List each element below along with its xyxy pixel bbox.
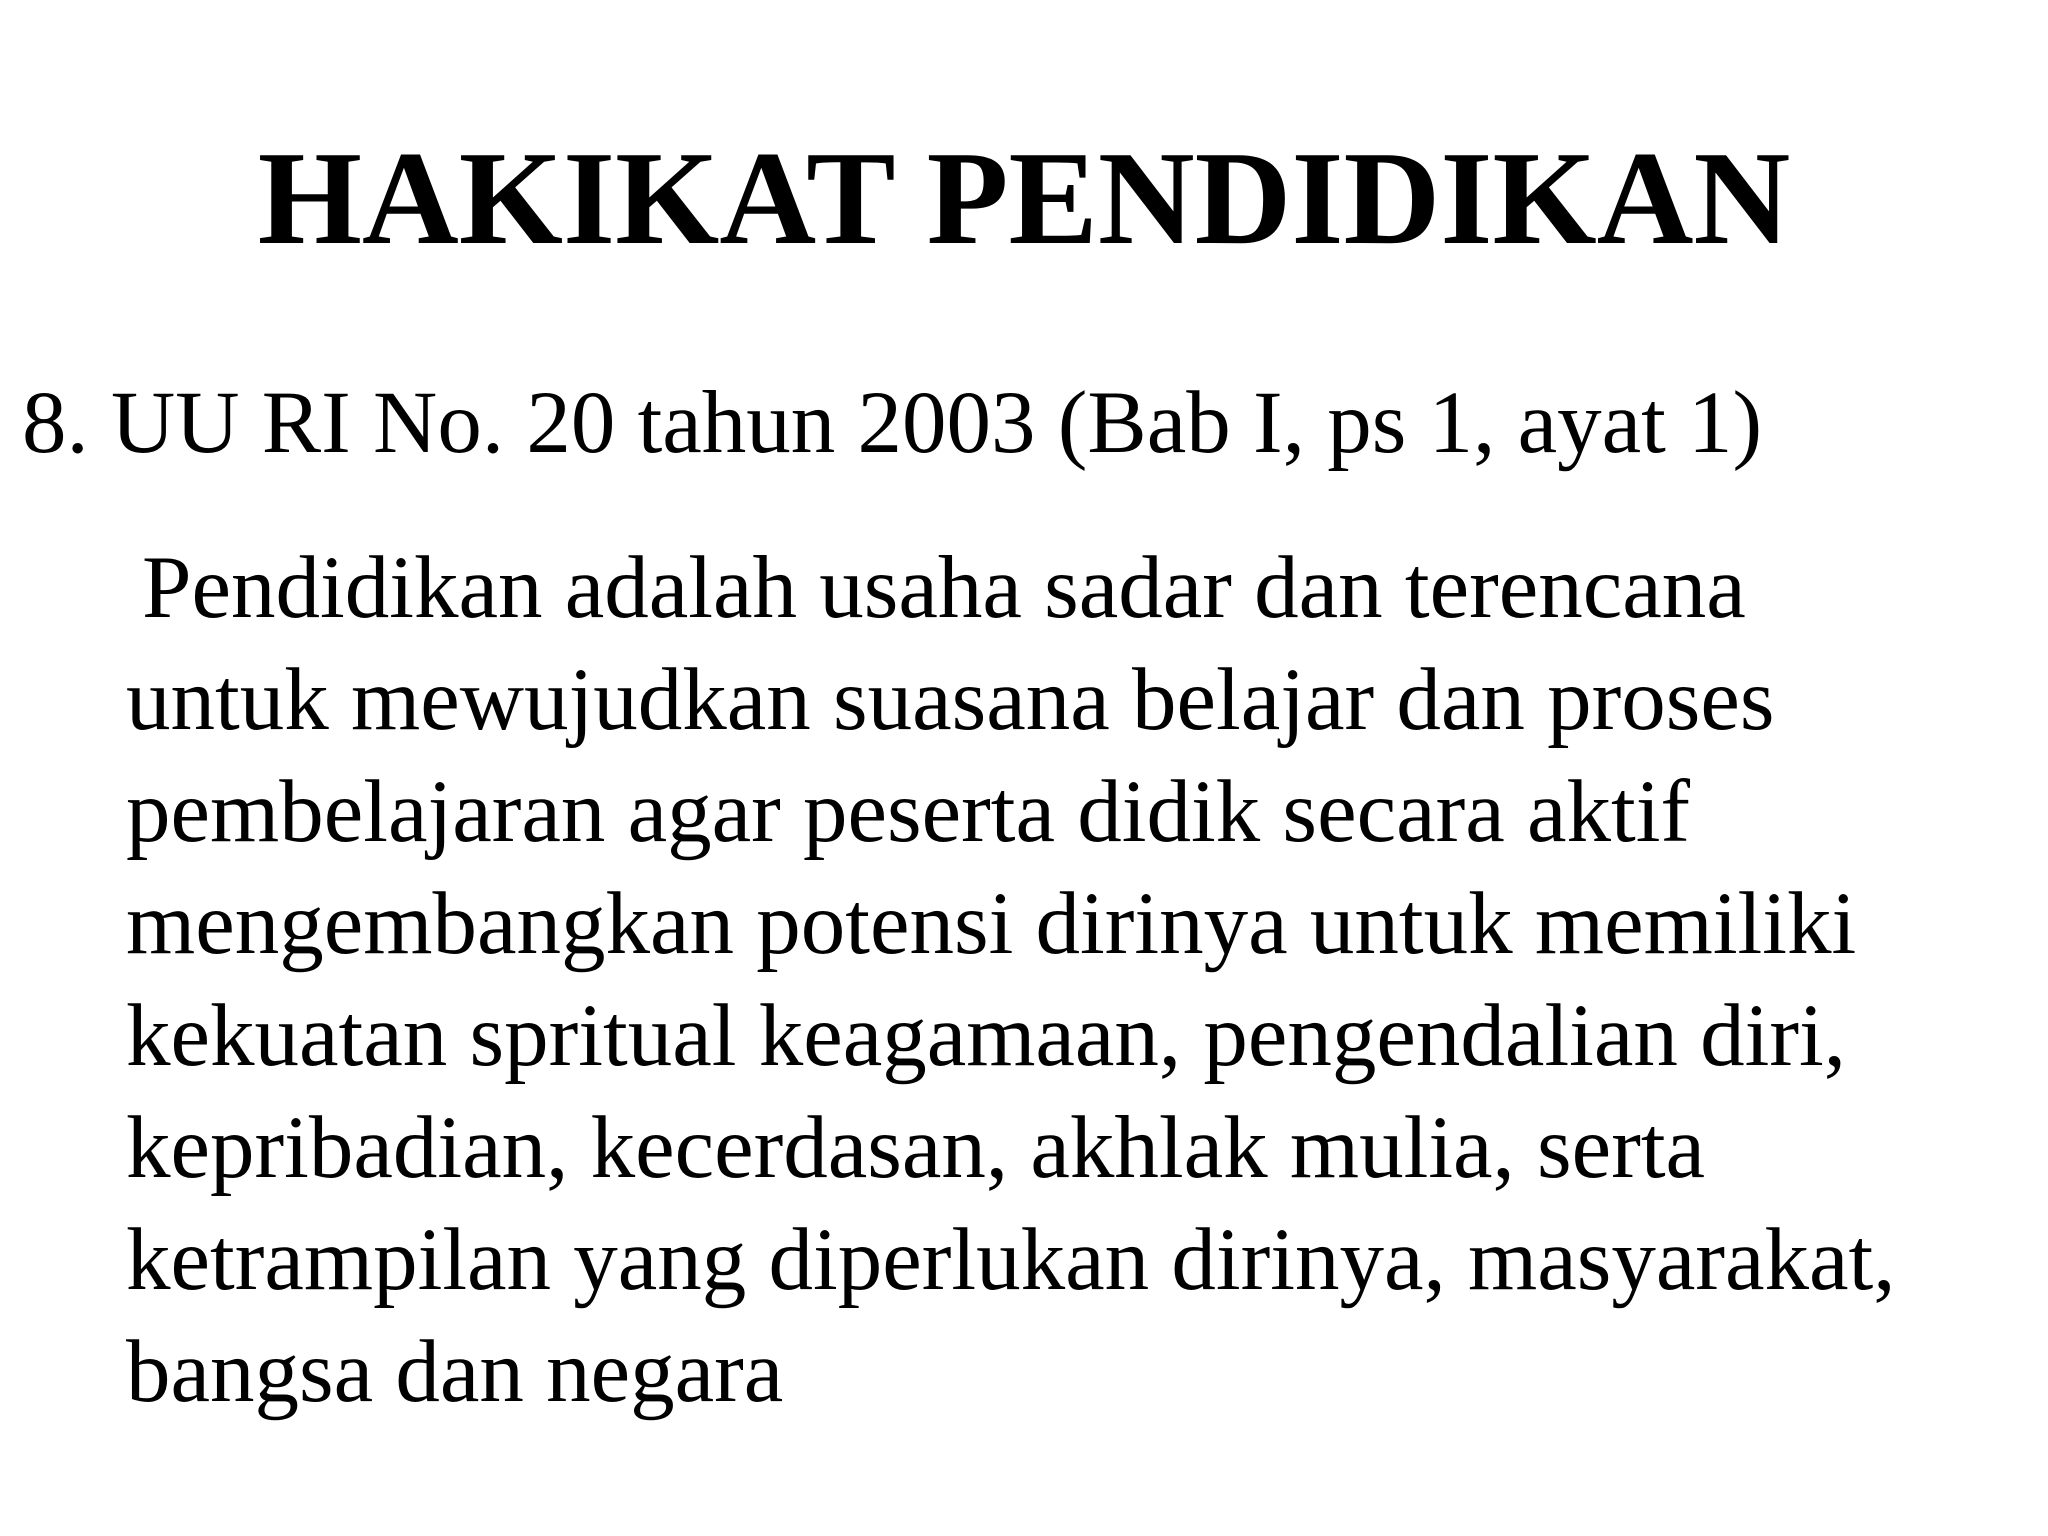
- paragraph-line: pembelajaran agar peserta didik secara aktif: [126, 763, 1691, 861]
- paragraph-line: ketrampilan yang diperlukan dirinya, masyarakat,: [126, 1211, 1896, 1309]
- paragraph-line: untuk mewujudkan suasana belajar dan proses: [126, 651, 1775, 749]
- definition-paragraph: [126, 532, 2026, 1428]
- paragraph-line: kekuatan spritual keagamaan, pengendalian diri,: [126, 987, 1846, 1085]
- paragraph-line: Pendidikan adalah usaha sadar dan terencana: [142, 539, 1746, 637]
- slide-title: HAKIKAT PENDIDIKAN: [257, 124, 1791, 272]
- item-heading: 8. UU RI No. 20 tahun 2003 (Bab I, ps 1, ayat 1): [22, 374, 1763, 472]
- paragraph-line: kepribadian, kecerdasan, akhlak mulia, serta: [126, 1099, 1706, 1197]
- paragraph-line: mengembangkan potensi dirinya untuk memiliki: [126, 875, 1857, 973]
- paragraph-line: bangsa dan negara: [126, 1323, 784, 1421]
